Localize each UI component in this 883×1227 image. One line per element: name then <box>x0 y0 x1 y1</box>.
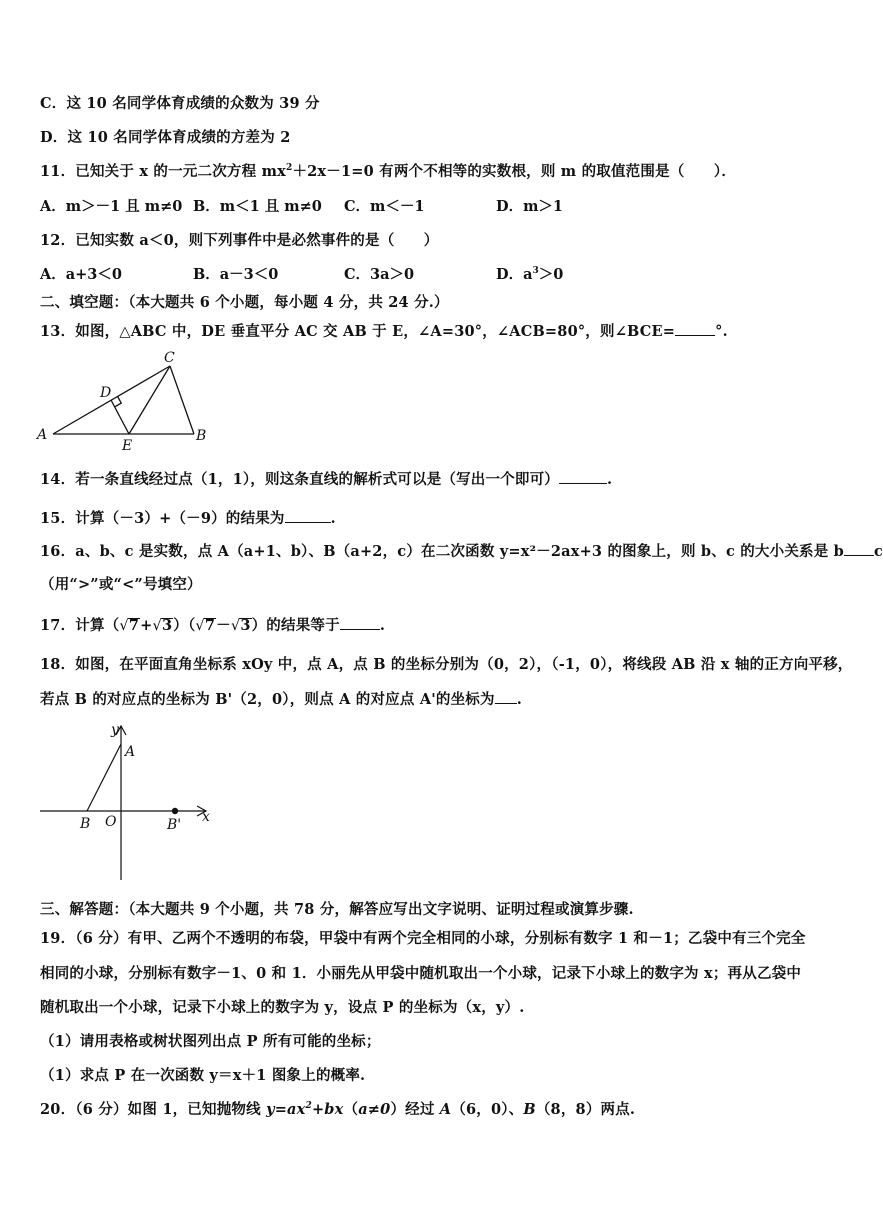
q19-line-3: 随机取出一个小球，记录下小球上的数字为 y，设点 P 的坐标为（x，y）. <box>40 999 525 1016</box>
label-b-prime: B' <box>167 817 182 833</box>
q20-intro: 20．（6 分）如图 1，已知抛物线 <box>40 1101 267 1118</box>
segment-ab <box>87 744 121 811</box>
q11-superscript: 2 <box>285 163 293 174</box>
q15-stem <box>40 507 336 528</box>
q20-point-a: A <box>439 1101 452 1118</box>
q10-option-d: D．这 10 名同学体育成绩的方差为 2 <box>40 129 291 146</box>
sqrt-sign: √ <box>152 618 162 634</box>
q18-line-1: 18．如图，在平面直角坐标系 xOy 中，点 A，点 B 的坐标分别为（0，2），（-1，0），将线段 AB 沿 x 轴的正方向平移， <box>40 656 853 673</box>
q12-stem: 12．已知实数 a＜0，则下列事件中是必然事件的是（ ） <box>40 232 439 249</box>
q12-option-d-part1: D．a <box>496 266 533 283</box>
sqrt-sign: √ <box>119 618 129 634</box>
q18-end: . <box>516 691 522 708</box>
q20-formula-part1: y=ax <box>266 1101 306 1118</box>
q17-radicand-7b: 7 <box>204 617 216 634</box>
section-2-heading: 二、填空题：（本大题共 6 个小题，每小题 4 分，共 24 分.） <box>40 294 449 311</box>
q14-answer-blank <box>559 471 607 484</box>
q12-option-b: B．a－3＜0 <box>193 266 279 283</box>
point-b-prime <box>172 808 178 814</box>
q20-condition: a≠0 <box>358 1101 391 1118</box>
section-3-heading: 三、解答题：（本大题共 9 个小题，共 78 分，解答应写出文字说明、证明过程或演算步骤. <box>40 901 634 918</box>
q13-stem-part1: 13．如图，△ABC 中，DE 垂直平分 AC 交 AB 于 E，∠A=30°，∠ACB=80°，则∠BCE= <box>40 323 676 340</box>
q13-stem-part2: °. <box>715 323 728 340</box>
q19-line-2: 相同的小球，分别标有数字－1、0 和 1．小丽先从甲袋中随机取出一个小球，记录下小球上的数字为 x；再从乙袋中 <box>40 965 802 982</box>
label-o: O <box>105 814 117 830</box>
q12-option-d <box>496 263 563 284</box>
q12-option-a: A．a+3＜0 <box>40 266 122 283</box>
q20-formula-superscript: 2 <box>305 1101 312 1112</box>
q11-stem-part1: 11．已知关于 x 的一元二次方程 mx <box>40 163 286 180</box>
q17-radicand-7a: 7 <box>128 617 140 634</box>
segment-ce <box>129 366 170 434</box>
q18-coordinate-figure <box>38 718 228 884</box>
q20-paren-close: ）经过 <box>390 1101 440 1118</box>
q20-point-b-coords: （8，8）两点. <box>535 1101 636 1118</box>
q20-formula-part2: +bx <box>311 1101 344 1118</box>
q11-stem-part2: ＋2x－1=0 有两个不相等的实数根，则 m 的取值范围是（ ）． <box>292 163 737 180</box>
q17-radicand-3b: 3 <box>240 617 251 634</box>
q17-minus: － <box>216 617 231 634</box>
q14-stem <box>40 468 612 489</box>
q20-stem <box>40 1098 635 1119</box>
label-a: A <box>125 744 136 760</box>
q17-post: ）的结果等于 <box>251 617 340 634</box>
q20-paren-open: （ <box>343 1101 359 1118</box>
segment-de <box>111 400 129 434</box>
q13-triangle-figure <box>36 346 216 454</box>
q12-option-d-part2: ＞0 <box>538 266 564 283</box>
q17-answer-blank <box>340 617 380 630</box>
q20-point-a-coords: （6，0）、 <box>451 1101 524 1118</box>
q11-option-c: C．m＜－1 <box>344 198 425 215</box>
q16-answer-blank <box>844 543 874 556</box>
label-a: A <box>37 427 48 443</box>
q18-line-2 <box>40 688 522 709</box>
label-b: B <box>80 816 91 832</box>
q18-line-2-text: 若点 B 的对应点的坐标为 B'（2，0），则点 A 的对应点 A'的坐标为 <box>40 691 495 708</box>
q10-option-c: C．这 10 名同学体育成绩的众数为 39 分 <box>40 95 320 112</box>
q15-stem-text: 15．计算（－3）+（－9）的结果为 <box>40 510 285 527</box>
q16-stem <box>40 540 883 561</box>
q11-option-d: D．m＞1 <box>496 198 564 215</box>
q11-option-b: B．m＜1 且 m≠0 <box>193 198 322 215</box>
q17-mid: ）（ <box>173 617 196 634</box>
label-d: D <box>100 385 112 401</box>
q20-point-b: B <box>523 1101 536 1118</box>
q13-answer-blank <box>675 323 715 336</box>
q12-option-d-superscript: 3 <box>532 266 539 277</box>
sqrt-sign: √ <box>230 618 241 634</box>
label-y: y <box>111 722 119 738</box>
q17-plus: + <box>140 617 153 634</box>
q17-end: . <box>379 617 386 634</box>
q16-end: c <box>874 543 883 560</box>
q15-answer-blank <box>285 510 331 523</box>
label-b: B <box>196 428 207 444</box>
q14-stem-text: 14．若一条直线经过点（1，1），则这条直线的解析式可以是（写出一个即可） <box>40 471 560 488</box>
q17-pre: 17．计算（ <box>40 617 120 634</box>
q19-line-1: 19．（6 分）有甲、乙两个不透明的布袋，甲袋中有两个完全相同的小球，分别标有数字 1 和－1；乙袋中有三个完全 <box>40 930 806 947</box>
q11-stem <box>40 160 736 181</box>
q19-subquestion-2: （1）求点 P 在一次函数 y＝x＋1 图象上的概率. <box>40 1067 366 1084</box>
q15-end: . <box>330 510 336 527</box>
q14-end: . <box>607 471 613 488</box>
q19-subquestion-1: （1）请用表格或树状图列出点 P 所有可能的坐标； <box>40 1033 381 1050</box>
q18-answer-blank <box>495 691 517 704</box>
q12-option-c: C．3a＞0 <box>344 266 415 283</box>
q16-line-2: （用“>”或“<”号填空） <box>40 576 202 593</box>
q11-option-a: A．m＞－1 且 m≠0 <box>40 198 183 215</box>
q17-radicand-3a: 3 <box>161 617 173 634</box>
label-x: x <box>202 809 210 825</box>
sqrt-sign: √ <box>195 618 205 634</box>
segment-bc <box>170 366 194 434</box>
q16-stem-text: 16．a、b、c 是实数，点 A（a+1、b）、B（a+2，c）在二次函数 y=x²－2ax+3 的图象上，则 b、c 的大小关系是 b <box>40 543 845 560</box>
label-c: C <box>164 350 175 366</box>
q17-stem <box>40 614 385 635</box>
q13-stem <box>40 320 728 341</box>
label-e: E <box>122 438 133 454</box>
